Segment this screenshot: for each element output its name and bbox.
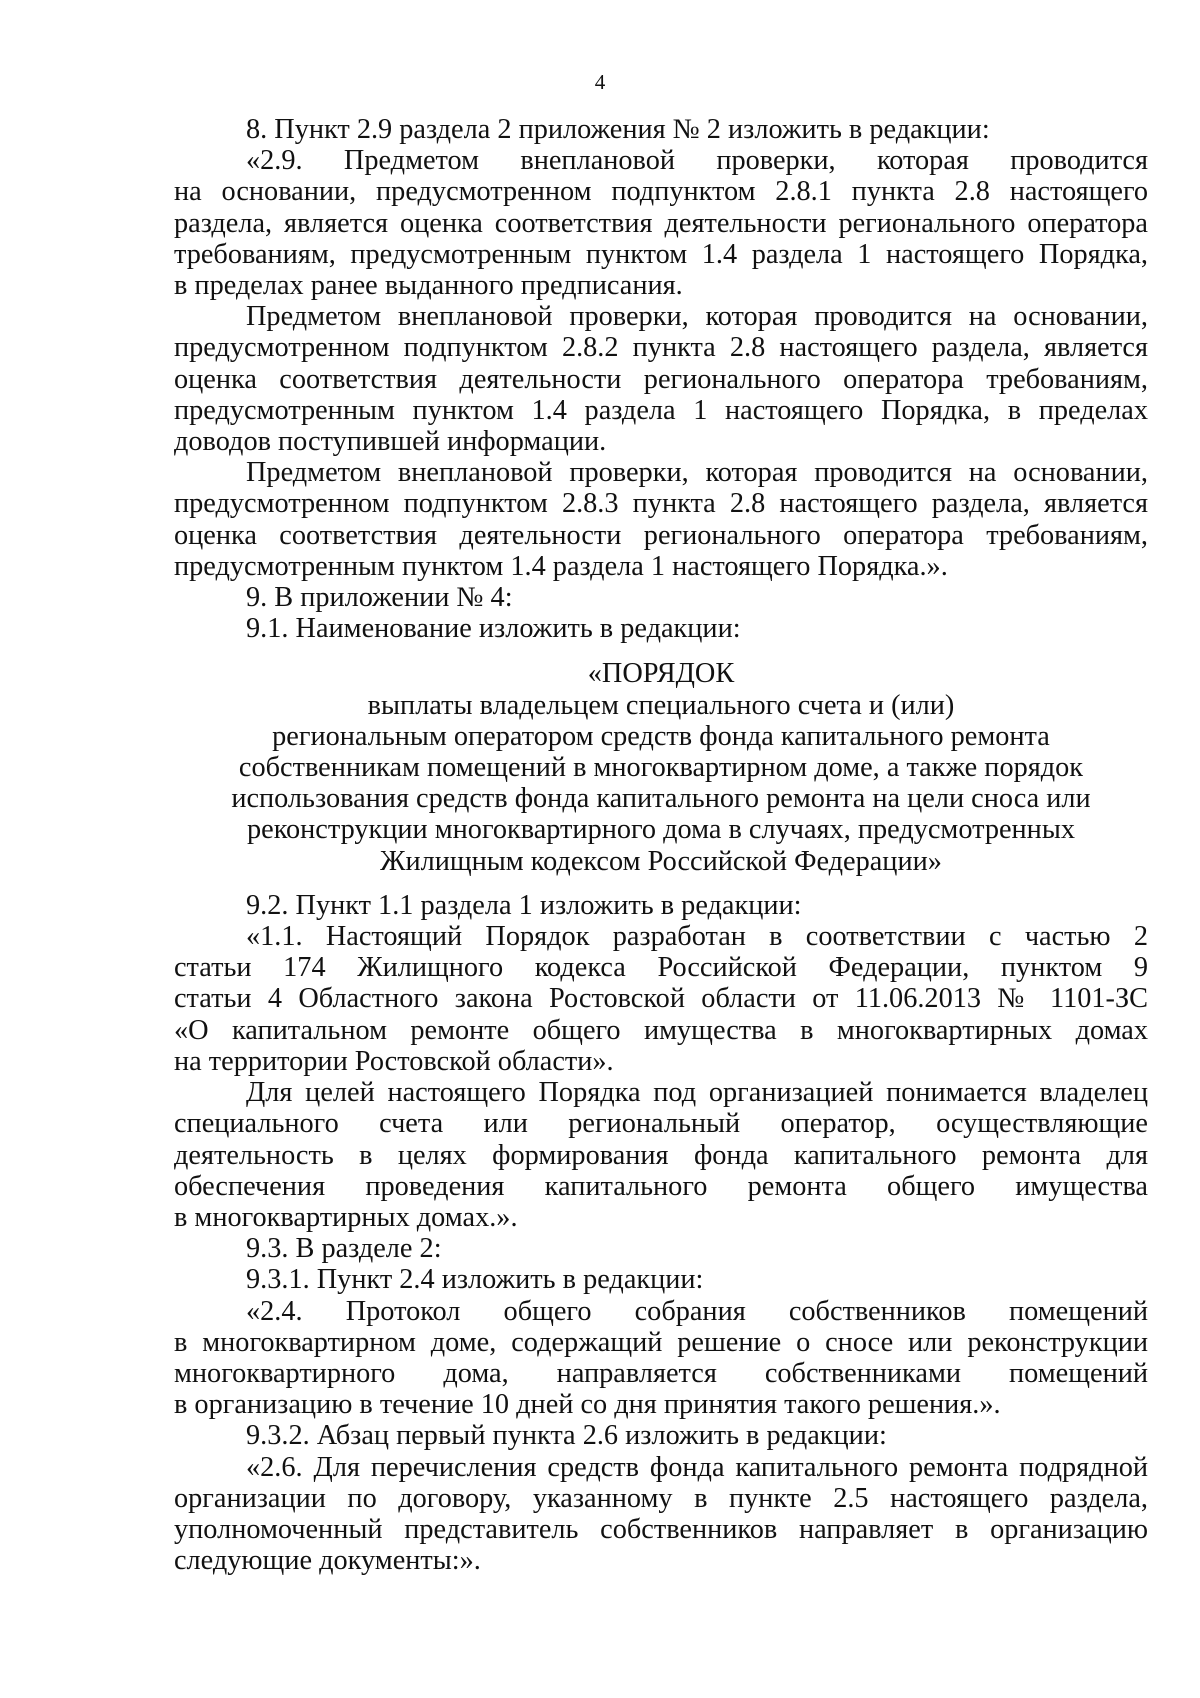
- text-line: 8. Пункт 2.9 раздела 2 приложения № 2 изложить в редакции:: [246, 114, 990, 145]
- text-line: на территории Ростовской области».: [174, 1045, 614, 1077]
- text-line: «2.6. Для перечисления средств фонда капитального ремонта подрядной: [246, 1451, 1148, 1483]
- paragraph-item-9-3-2: [174, 1420, 1148, 1451]
- text-line: 9.3.2. Абзац первый пункта 2.6 изложить в редакции:: [246, 1420, 887, 1452]
- text-line: 9.1. Наименование изложить в редакции:: [246, 613, 741, 645]
- text-line: статьи 4 Областного закона Ростовской области от 11.06.2013 № 1101-ЗС: [174, 983, 1148, 1015]
- text-line: в многоквартирном доме, содержащий решение о сносе или реконструкции: [174, 1326, 1148, 1358]
- paragraph-item-9-3: [174, 1233, 1148, 1264]
- text-line: предусмотренным пунктом 1.4 раздела 1 настоящего Порядка.».: [174, 550, 948, 582]
- text-line: требованиям, предусмотренным пунктом 1.4 раздела 1 настоящего Порядка,: [174, 238, 1148, 270]
- text-line: «1.1. Настоящий Порядок разработан в соответствии с частью 2: [246, 921, 1148, 953]
- text-line: оценка соответствия деятельности регионального оператора требованиям,: [174, 519, 1148, 551]
- title-line: реконструкции многоквартирного дома в случаях, предусмотренных: [246, 814, 1075, 846]
- text-line: Предметом внеплановой проверки, которая проводится на основании,: [246, 457, 1148, 489]
- text-line: предусмотренном подпунктом 2.8.2 пункта 2.8 настоящего раздела, является: [174, 332, 1148, 364]
- text-line: организации по договору, указанному в пункте 2.5 настоящего раздела,: [174, 1482, 1148, 1514]
- text-line: доводов поступившей информации.: [174, 426, 607, 458]
- text-line: Предметом внеплановой проверки, которая проводится на основании,: [246, 301, 1148, 333]
- page-number: 4: [594, 70, 606, 94]
- paragraph-2-4: [174, 1296, 1148, 1421]
- procedure-title: [174, 658, 1148, 876]
- paragraph-organization-definition: [174, 1077, 1148, 1233]
- text-line: 9.3. В разделе 2:: [246, 1233, 442, 1265]
- text-line: в пределах ранее выданного предписания.: [174, 270, 683, 302]
- title-line: использования средств фонда капитального ремонта на цели сноса или: [231, 783, 1091, 815]
- text-line: на основании, предусмотренном подпунктом 2.8.1 пункта 2.8 настоящего: [174, 176, 1148, 208]
- text-line: следующие документы:».: [174, 1545, 481, 1577]
- text-line: многоквартирного дома, направляется собственниками помещений: [174, 1357, 1148, 1389]
- text-line: обеспечения проведения капитального ремонта общего имущества: [174, 1170, 1148, 1202]
- text-line: 9.2. Пункт 1.1 раздела 1 изложить в редакции:: [246, 889, 802, 921]
- document-body: [174, 114, 1148, 1576]
- text-line: статьи 174 Жилищного кодекса Российской Федерации, пунктом 9: [174, 952, 1148, 984]
- title-line: Жилищным кодексом Российской Федерации»: [380, 845, 942, 877]
- paragraph-item-9-2: [174, 890, 1148, 921]
- paragraph-item-9: [174, 582, 1148, 613]
- paragraph-2-9: [174, 145, 1148, 301]
- text-line: «2.4. Протокол общего собрания собственников помещений: [246, 1295, 1148, 1327]
- paragraph-2-8-3: [174, 457, 1148, 582]
- text-line: 9. В приложении № 4:: [246, 582, 513, 614]
- text-line: 9.3.1. Пункт 2.4 изложить в редакции:: [246, 1264, 704, 1296]
- text-line: «2.9. Предметом внеплановой проверки, которая проводится: [246, 145, 1148, 177]
- text-line: уполномоченный представитель собственников направляет в организацию: [174, 1513, 1148, 1545]
- text-line: оценка соответствия деятельности регионального оператора требованиям,: [174, 363, 1148, 395]
- title-line: собственникам помещений в многоквартирном доме, а также порядок: [238, 752, 1084, 784]
- paragraph-2-6: [174, 1452, 1148, 1577]
- title-line: «ПОРЯДОК: [587, 658, 735, 690]
- text-line: Для целей настоящего Порядка под организацией понимается владелец: [246, 1077, 1148, 1109]
- text-line: в многоквартирных домах.».: [174, 1201, 518, 1233]
- text-line: в организацию в течение 10 дней со дня принятия такого решения.».: [174, 1389, 1001, 1421]
- paragraph-item-8: [174, 114, 1148, 145]
- title-line: региональным оператором средств фонда капитального ремонта: [272, 720, 1050, 752]
- paragraph-item-9-3-1: [174, 1264, 1148, 1295]
- text-line: предусмотренным пунктом 1.4 раздела 1 настоящего Порядка, в пределах: [174, 394, 1148, 426]
- paragraph-1-1: [174, 921, 1148, 1077]
- text-line: деятельность в целях формирования фонда капитального ремонта для: [174, 1139, 1148, 1171]
- text-line: специального счета или региональный оператор, осуществляющие: [174, 1108, 1148, 1140]
- title-line: выплаты владельцем специального счета и (или): [367, 689, 955, 721]
- text-line: «О капитальном ремонте общего имущества в многоквартирных домах: [174, 1014, 1148, 1046]
- text-line: раздела, является оценка соответствия деятельности регионального оператора: [174, 207, 1148, 239]
- paragraph-item-9-1: [174, 613, 1148, 644]
- paragraph-2-8-2: [174, 301, 1148, 457]
- text-line: предусмотренном подпунктом 2.8.3 пункта 2.8 настоящего раздела, является: [174, 488, 1148, 520]
